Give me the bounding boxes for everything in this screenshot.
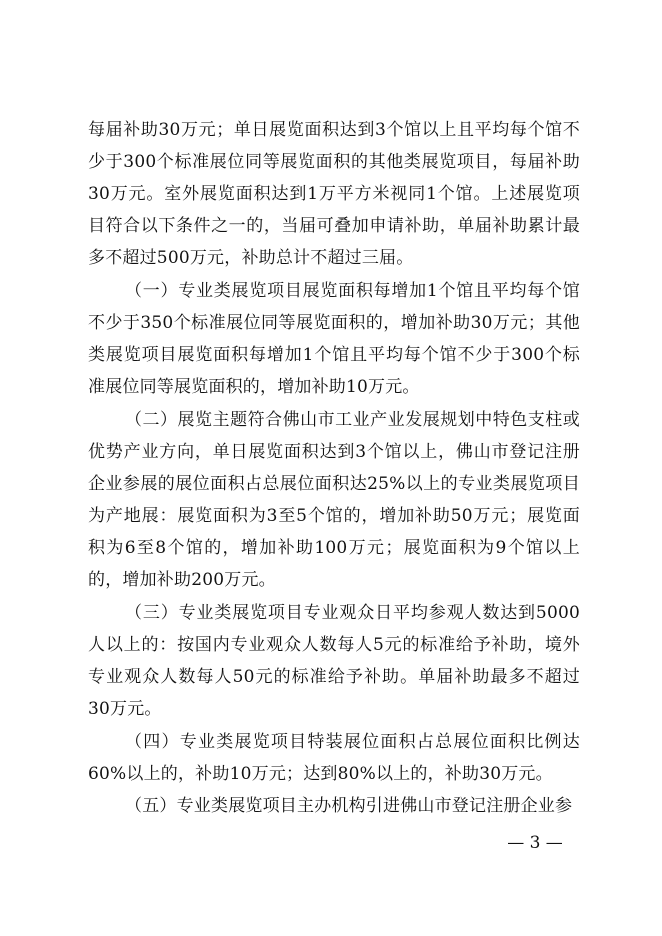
text-line-12: 企业参展的展位面积占总展位面积达25%以上的专业类展览项目 [88, 474, 580, 494]
page-number: — 3 — [507, 833, 563, 853]
text-line-4: 目符合以下条件之一的，当届可叠加申请补助，单届补助累计最 [88, 216, 580, 236]
text-line-15: 的，增加补助200万元。 [88, 570, 276, 590]
text-line-21: 60%以上的，补助10万元；达到80%以上的，补助30万元。 [88, 764, 553, 784]
text-line-5: 多不超过500万元，补助总计不超过三届。 [88, 248, 414, 268]
text-line-6: （一）专业类展览项目展览面积每增加1个馆且平均每个馆 [125, 281, 580, 301]
text-line-11: 优势产业方向，单日展览面积达到3个馆以上，佛山市登记注册 [88, 442, 580, 462]
text-line-13: 为产地展：展览面积为3至5个馆的，增加补助50万元；展览面 [88, 506, 580, 526]
text-line-18: 专业观众人数每人50元的标准给予补助。单届补助最多不超过 [88, 667, 580, 687]
text-line-8: 类展览项目展览面积每增加1个馆且平均每个馆不少于300个标 [88, 345, 580, 365]
text-line-2: 少于300个标准展位同等展览面积的其他类展览项目，每届补助 [88, 152, 580, 172]
text-line-16: （三）专业类展览项目专业观众日平均参观人数达到5000 [125, 603, 580, 623]
text-line-19: 30万元。 [88, 699, 162, 719]
text-line-7: 不少于350个标准展位同等展览面积的，增加补助30万元；其他 [88, 313, 580, 333]
text-line-10: （二）展览主题符合佛山市工业产业发展规划中特色支柱或 [125, 410, 580, 430]
text-line-14: 积为6至8个馆的，增加补助100万元；展览面积为9个馆以上 [88, 538, 580, 558]
text-line-20: （四）专业类展览项目特装展位面积占总展位面积比例达 [125, 732, 580, 752]
text-line-9: 准展位同等展览面积的，增加补助10万元。 [88, 377, 420, 397]
text-line-3: 30万元。室外展览面积达到1万平方米视同1个馆。上述展览项 [88, 184, 580, 204]
text-line-1: 每届补助30万元；单日展览面积达到3个馆以上且平均每个馆不 [88, 120, 580, 140]
text-line-17: 人以上的：按国内专业观众人数每人5元的标准给予补助，境外 [88, 635, 580, 655]
text-line-22: （五）专业类展览项目主办机构引进佛山市登记注册企业参 [125, 796, 573, 816]
